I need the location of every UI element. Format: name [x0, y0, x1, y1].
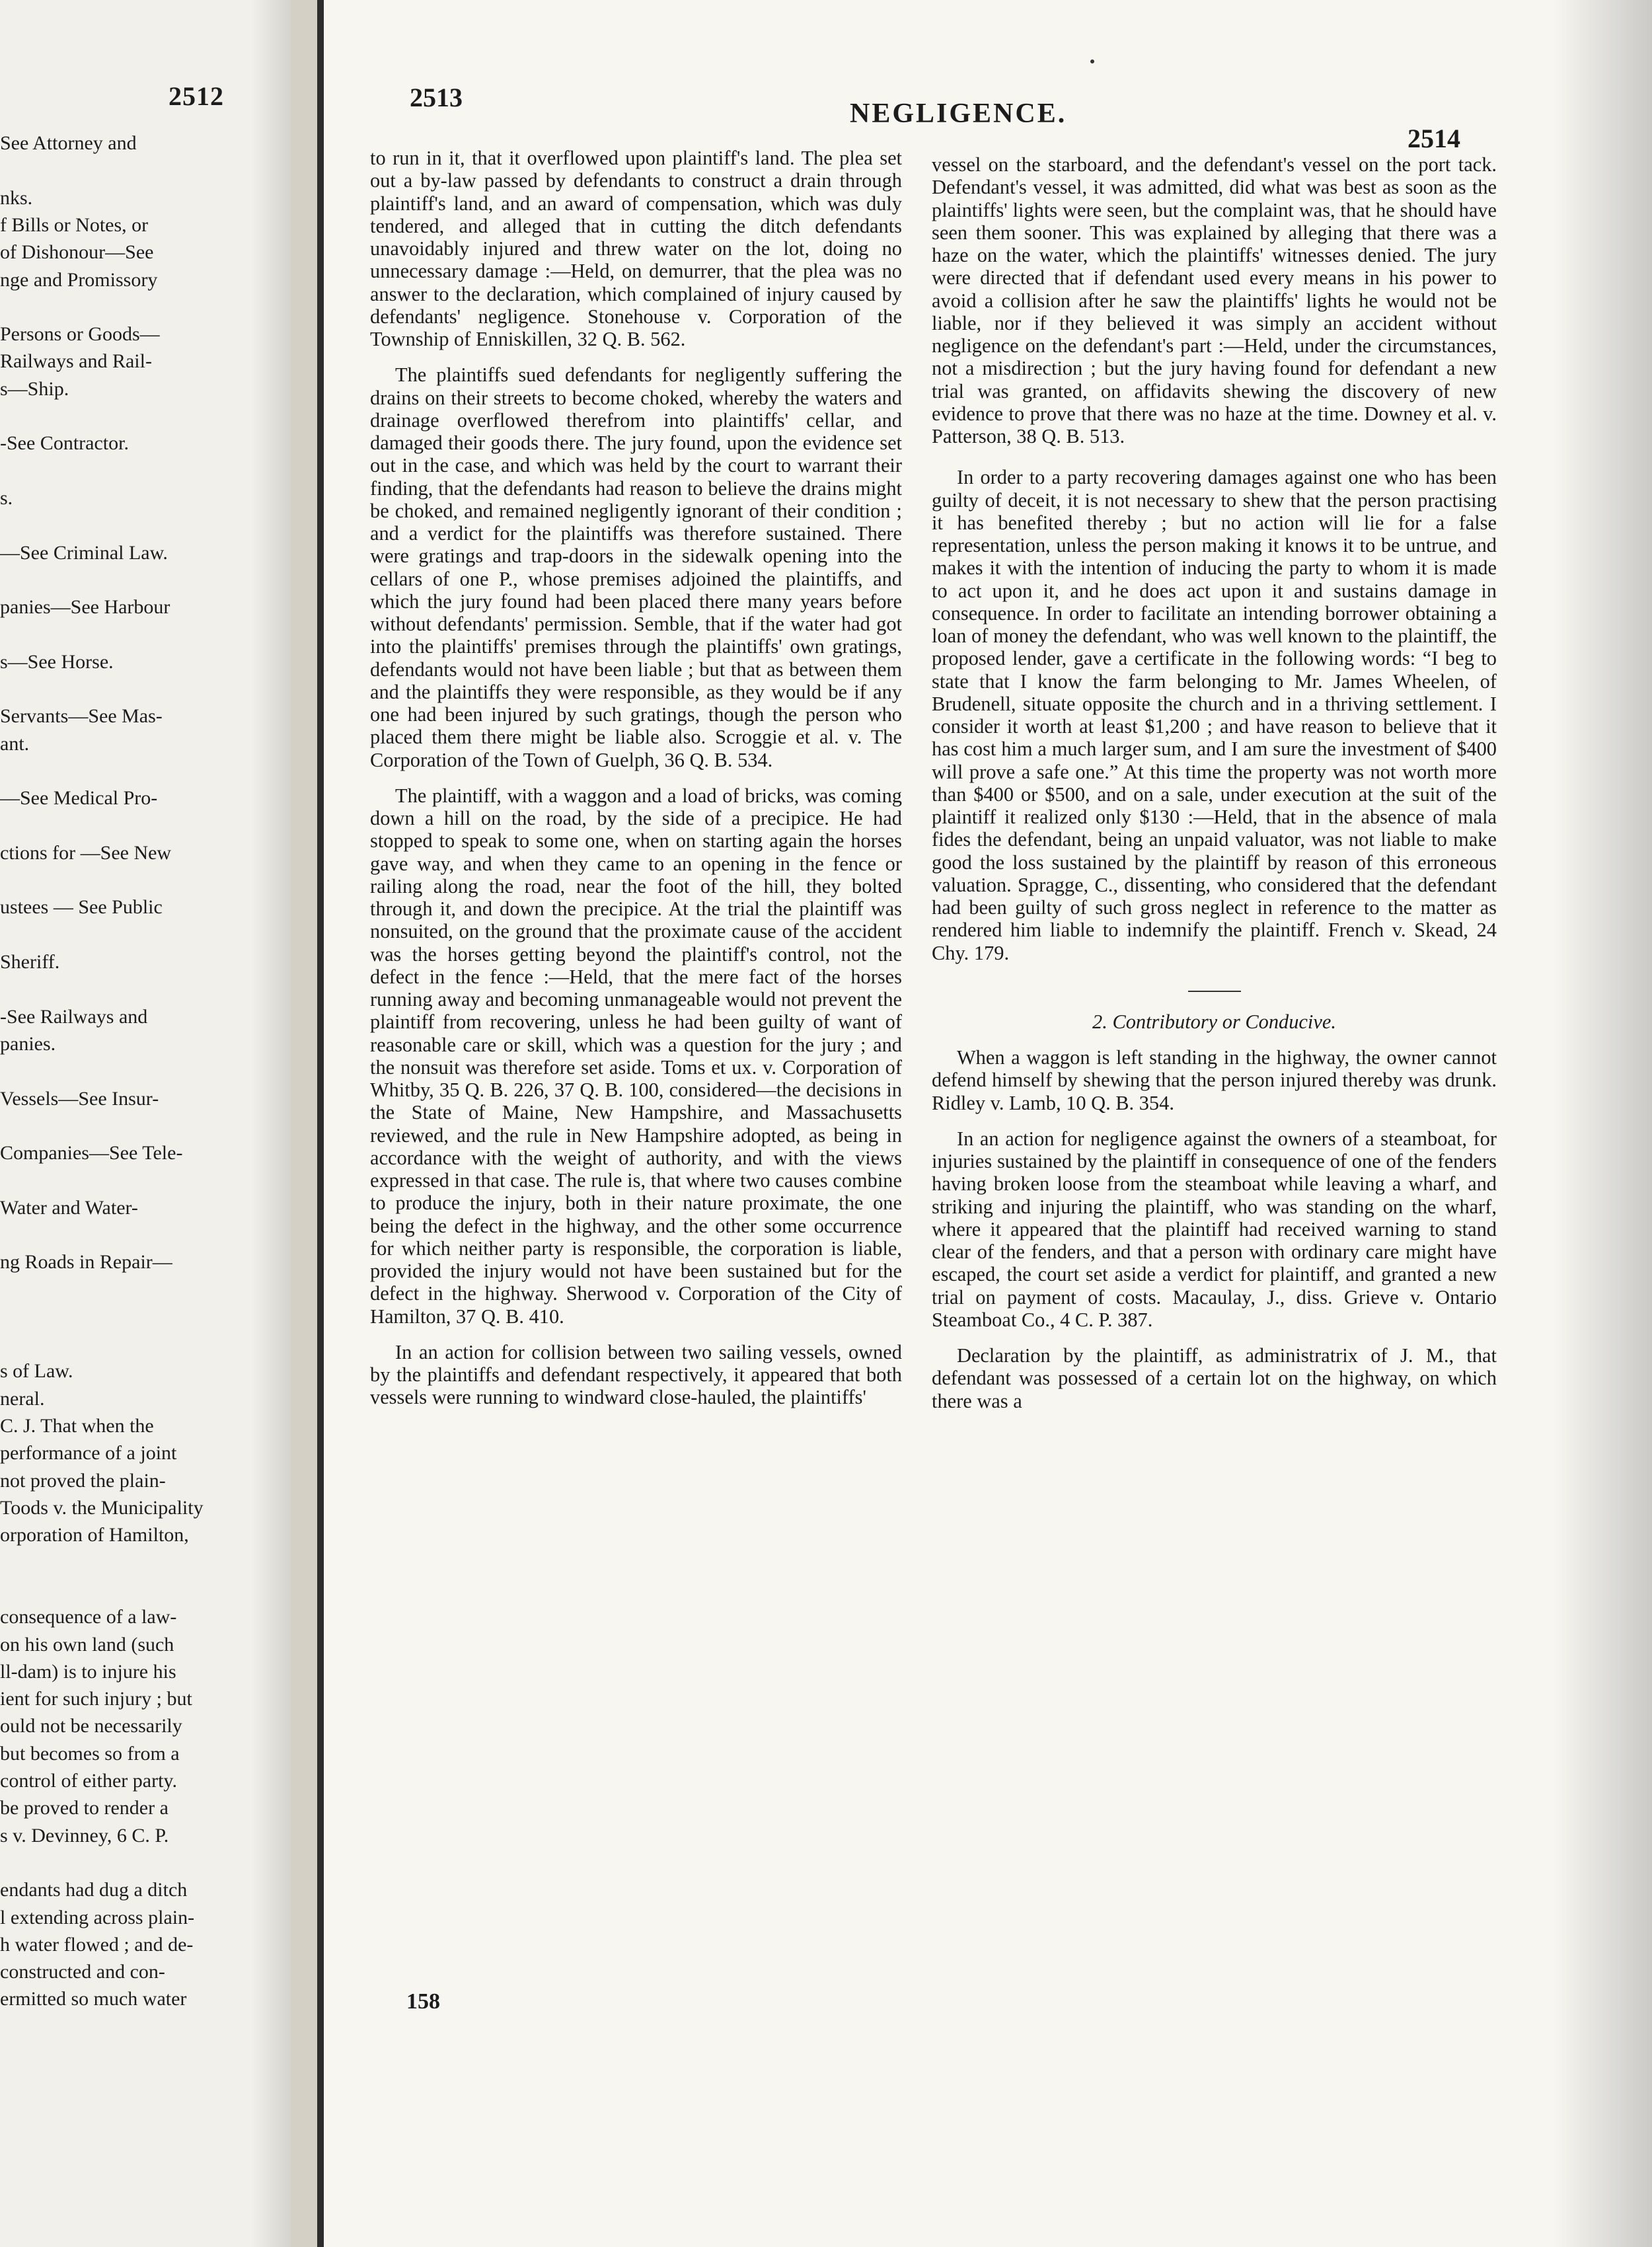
left-page-line: ng Roads in Repair—: [0, 1251, 172, 1273]
left-page-line: Sheriff.: [0, 951, 60, 973]
paragraph: to run in it, that it overflowed upon plaintiff's land. The plea set out a by-law passed by defendants to construct a drain through plaintiff's land, and an award of compensation, which was duly tendered, and alleged that in cutting the ditch defendants unavoidably injured and threw water on the lot, doing no unnecessary damage :—Held, on demurrer, that the plea was no answer to the declaration, which complained of injury caused by defendants' negligence. Stonehouse v. Corporation of the Township of Enniskillen, 32 Q. B. 562.: [370, 147, 902, 350]
left-page-line: s of Law.: [0, 1360, 73, 1382]
paragraph: vessel on the starboard, and the defendant's vessel on the port tack. Defendant's vessel, it was admitted, did what was best as soon as the plaintiffs' lights were seen, but the complaint was, that he should have seen them sooner. This was explained by alleging that there was a haze on the water, which the plaintiffs' witnesses denied. The jury were directed that if defendant used every means in his power to avoid a collision after he saw the plaintiffs' lights he would not be liable, nor if they believed it was simply an accident without negligence on the defendant's part :—Held, under the circumstances, not a misdirection ; but the jury having found for defendant a new trial was granted, on affidavits shewing the discovery of new evidence to prove that there was no haze at the time. Downey et al. v. Patterson, 38 Q. B. 513.: [932, 153, 1497, 447]
left-page-line: panies—See Harbour: [0, 596, 170, 618]
left-page-line: be proved to render a: [0, 1797, 169, 1819]
left-page-line: Persons or Goods—: [0, 323, 160, 345]
section-divider: [1188, 991, 1241, 992]
paragraph: In order to a party recovering damages against one who has been guilty of deceit, it is not necessary to shew that the person practising it has benefited thereby ; but no action will lie for a false representation, unless the person making it knows it to be untrue, and makes it with the intention of inducing the party to whom it is made to act upon it, and he does act upon it and sustains damage in consequence. In order to facilitate an intending borrower obtaining a loan of money the defendant, who was well known to the plaintiff, the proposed lender, gave a certificate in the following words: “I beg to state that I know the farm belonging to Mr. James Wheelen, of Brudenell, situate opposite the church and in a thriving settlement. I consider it worth at least $1,200 ; and have reason to believe that it has cost him a much larger sum, and I am sure the investment of $400 will prove a safe one.” At this time the property was not worth more than $400 or $500, and on a sale, under execution at the suit of the plaintiff it realized only $130 :—Held, that in the absence of mala fides the defendant, being an unpaid valuator, was not liable to make good the loss sustained by the plaintiff by reason of this erroneous valuation. Spragge, C., dissenting, who considered that the defendant had been guilty of such gross neglect in reference to the matter as rendered him liable to indemnify the plaintiff. French v. Skead, 24 Chy. 179.: [932, 466, 1497, 964]
left-page-line: -See Railways and: [0, 1006, 148, 1028]
left-page-line: consequence of a law-: [0, 1606, 177, 1628]
page-number-2513: 2513: [410, 83, 463, 112]
paragraph: In an action for negligence against the owners of a steamboat, for injuries sustained by the plaintiff in consequence of one of the fenders having broken loose from the steamboat while leaving a wharf, and striking and injuring the plaintiff, who was standing on the wharf, where it appeared that the plaintiff had received warning to stand clear of the fenders, and that a person with ordinary care might have escaped, the court set aside a verdict for plaintiff, and granted a new trial on payment of costs. Macaulay, J., diss. Grieve v. Ontario Steamboat Co., 4 C. P. 387.: [932, 1127, 1497, 1331]
column-left: [370, 147, 902, 1422]
left-page-line: Water and Water-: [0, 1197, 138, 1219]
left-page-line: nks.: [0, 187, 33, 209]
left-page-line: s v. Devinney, 6 C. P.: [0, 1825, 169, 1847]
left-page-line: ctions for —See New: [0, 842, 172, 864]
left-page-line: C. J. That when the: [0, 1415, 154, 1437]
left-page-line: Vessels—See Insur-: [0, 1088, 159, 1110]
left-page-line: —See Medical Pro-: [0, 787, 158, 809]
page-number-2514: 2514: [1408, 124, 1460, 153]
left-page-line: on his own land (such: [0, 1634, 174, 1656]
left-page-line: Railways and Rail-: [0, 350, 152, 372]
left-page-line: -See Contractor.: [0, 432, 129, 454]
left-page-line: ermitted so much water: [0, 1988, 187, 2010]
left-page-line: ustees — See Public: [0, 896, 163, 918]
book-gutter: [317, 0, 324, 2247]
left-page-line: orporation of Hamilton,: [0, 1524, 189, 1546]
left-page: [0, 0, 291, 2247]
signature-mark: 158: [406, 1989, 440, 2014]
left-page-line: control of either party.: [0, 1770, 177, 1792]
left-page-line: ant.: [0, 733, 30, 755]
left-page-line: s—See Horse.: [0, 651, 114, 673]
page-edge: [291, 0, 317, 2247]
left-page-line: endants had dug a ditch: [0, 1879, 188, 1901]
paragraph: In an action for collision between two sailing vessels, owned by the plaintiffs and defendant respectively, it appeared that both vessels were running to windward close-hauled, the plaintiffs': [370, 1340, 902, 1409]
left-page-line: h water flowed ; and de-: [0, 1934, 194, 1956]
left-page-line: of Dishonour—See: [0, 241, 154, 263]
left-page-line: panies.: [0, 1033, 56, 1055]
left-page-line: ient for such injury ; but: [0, 1688, 192, 1710]
column-right: [932, 153, 1497, 1426]
left-page-line: See Attorney and: [0, 132, 137, 154]
left-page-line: ll-dam) is to injure his: [0, 1661, 176, 1683]
ink-speck: [1090, 59, 1094, 63]
left-page-line: Servants—See Mas-: [0, 705, 163, 727]
left-page-line: s—Ship.: [0, 378, 69, 400]
left-page-line: l extending across plain-: [0, 1907, 195, 1928]
paragraph: Declaration by the plaintiff, as administratrix of J. M., that defendant was possessed of a certain lot on the highway, on which there was a: [932, 1344, 1497, 1412]
left-page-line: ould not be necessarily: [0, 1715, 182, 1737]
left-page-line: not proved the plain-: [0, 1470, 166, 1492]
left-page-line: neral.: [0, 1388, 45, 1410]
left-page-line: performance of a joint: [0, 1442, 177, 1464]
left-page-line: nge and Promissory: [0, 269, 158, 291]
paragraph: When a waggon is left standing in the highway, the owner cannot defend himself by shewing that the person injured thereby was drunk. Ridley v. Lamb, 10 Q. B. 354.: [932, 1046, 1497, 1114]
left-page-number: 2512: [169, 81, 224, 111]
paragraph: The plaintiffs sued defendants for negligently suffering the drains on their streets to become choked, whereby the waters and drainage overflowed therefrom into plaintiffs' cellar, and damaged their goods there. The jury found, upon the evidence set out in the case, and which was held by the court to warrant their finding, that the defendants had reason to believe the drains might be choked, and remained negligently ignorant of their condition ; and a verdict for the plaintiffs was therefore sustained. There were gratings and trap-doors in the sidewalk opening into the cellars of one P., whose premises adjoined the plaintiffs, and which the jury found had been placed there many years before without defendants' permission. Semble, that if the water had got into the plaintiffs' premises through the plaintiffs' own gratings, defendants would not have been liable ; but that as between them and the plaintiffs they were responsible, as they would be if any one had been injured by such gratings, though the person who placed them there might be liable also. Scroggie et al. v. The Corporation of the Town of Guelph, 36 Q. B. 534.: [370, 363, 902, 771]
running-head: NEGLIGENCE.: [850, 98, 1067, 129]
left-page-line: f Bills or Notes, or: [0, 214, 149, 236]
left-page-line: Companies—See Tele-: [0, 1142, 183, 1164]
section-subheading: 2. Contributory or Conducive.: [1092, 1010, 1336, 1033]
left-page-line: constructed and con-: [0, 1961, 165, 1983]
left-page-line: —See Criminal Law.: [0, 542, 168, 564]
paragraph: The plaintiff, with a waggon and a load of bricks, was coming down a hill on the road, by the side of a precipice. He had stopped to speak to some one, when on starting again the horses gave way, and when they came to an opening in the fence or railing along the road, near the foot of the hill, they bolted through it, and down the precipice. At the trial the plaintiff was nonsuited, on the ground that the proximate cause of the accident was the horses getting beyond the plaintiff's control, not the defect in the fence :—Held, that the mere fact of the horses running away and becoming unmanageable would not prevent the plaintiff from recovering, unless he had been guilty of want of reasonable care or skill, which was a question for the jury ; and the nonsuit was therefore set aside. Toms et ux. v. Corporation of Whitby, 35 Q. B. 226, 37 Q. B. 100, considered—the decisions in the State of Maine, New Hampshire, and Massachusetts reviewed, and the rule in New Hampshire adopted, as being in accordance with the weight of authority, and with the views expressed in that case. The rule is, that where two causes combine to produce the injury, both in their nature proximate, the one being the defect in the highway, and the other some occurrence for which neither party is responsible, the corporation is liable, provided the injury would not have been sustained but for the defect in the highway. Sherwood v. Corporation of the City of Hamilton, 37 Q. B. 410.: [370, 784, 902, 1328]
left-page-line: s.: [0, 487, 13, 509]
left-page-line: Toods v. the Municipality: [0, 1497, 204, 1519]
left-page-line: but becomes so from a: [0, 1743, 180, 1765]
